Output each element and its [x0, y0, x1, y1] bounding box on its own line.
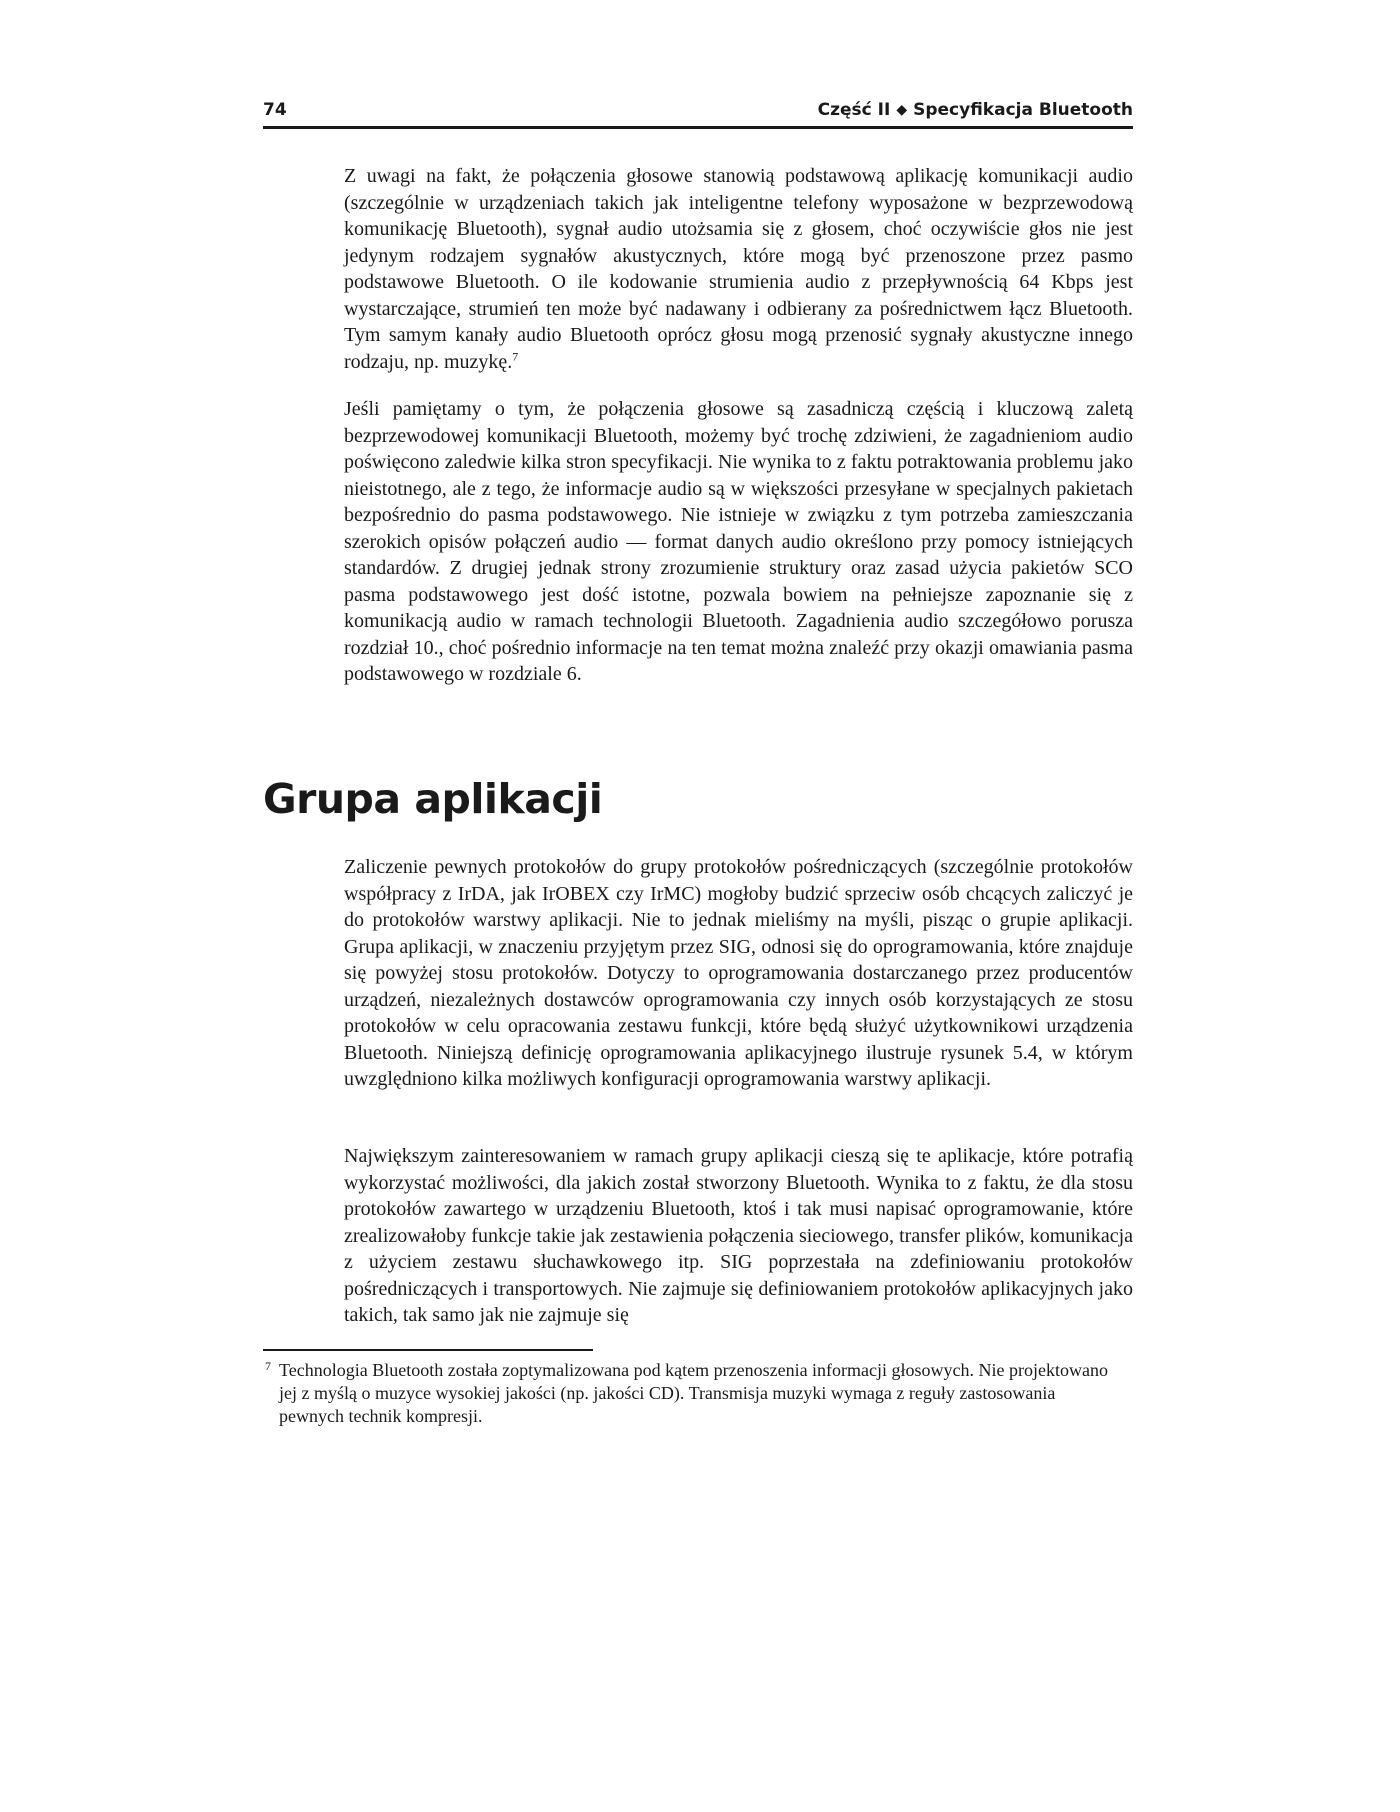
paragraph-text: Z uwagi na fakt, że połączenia głosowe stanowią podstawową aplikację komunikacji audio (szczególnie w urządzeniach takich jak inteligentne telefony wyposażone w bezprzewodową komunikację Bluetooth), sygnał audio utożsamia się z głosem, choć oczywiście głos nie jest jedynym rodzajem sygnałów akustycznych, które mogą być przenoszone przez pasmo podstawowe Bluetooth. O ile kodowanie strumienia audio z przepływnością 64 Kbps jest wystarczające, strumień ten może być nadawany i odbierany za pośrednictwem łącz Bluetooth. Tym samym kanały audio Bluetooth oprócz głosu mogą przenosić sygnały akustyczne innego rodzaju, np. muzykę. [344, 165, 1133, 373]
running-title [818, 100, 1133, 120]
running-header [263, 98, 1133, 129]
body-paragraph: Jeśli pamiętamy o tym, że połączenia głosowe są zasadniczą częścią i kluczową zaletą bezprzewodowej komunikacji Bluetooth, możemy być trochę zdziwieni, że zagadnieniom audio poświęcono zaledwie kilka stron specyfikacji. Nie wynika to z faktu potraktowania problemu jako nieistotnego, ale z tego, że informacje audio są w większości przesyłane w specjalnych pakietach bezpośrednio do pasma podstawowego. Nie istnieje w związku z tym potrzeba zamieszczania szerokich opisów połączeń audio — format danych audio określono przy pomocy istniejących standardów. Z drugiej jednak strony zrozumienie struktury oraz zasad użycia pakietów SCO pasma podstawowego jest dość istotne, pozwala bowiem na pełniejsze zapoznanie się z komunikacją audio w ramach technologii Bluetooth. Zagadnienia audio szczegółowo porusza rozdział 10., choć pośrednio informacje na ten temat można znaleźć przy okazji omawiania pasma podstawowego w rozdziale 6. [344, 398, 1133, 685]
diamond-separator-icon: ◆ [896, 102, 908, 118]
section-heading: Grupa aplikacji [263, 775, 603, 823]
body-paragraph: Największym zainteresowaniem w ramach grupy aplikacji cieszą się te aplikacje, które potrafią wykorzystać możliwości, dla jakich został stworzony Bluetooth. Wynika to z faktu, że dla stosu protokołów zawartego w urządzeniu Bluetooth, ktoś i tak musi napisać oprogramowanie, które zrealizowałoby funkcje takie jak zestawienia połączenia sieciowego, transfer plików, komunikacja z użyciem zestawu słuchawkowego itp. SIG poprzestała na zdefiniowaniu protokołów pośredniczących i transportowych. Nie zajmuje się definiowaniem protokołów aplikacyjnych jako takich, tak samo jak nie zajmuje się [344, 1145, 1133, 1326]
footnote-reference[interactable]: 7 [512, 348, 519, 363]
body-paragraph [344, 163, 1133, 375]
book-title: Specyfikacja Bluetooth [913, 100, 1133, 120]
footnote-divider [263, 1349, 593, 1351]
part-label: Część II [817, 100, 891, 120]
page-number: 74 [263, 100, 287, 120]
footnote-marker: 7 [265, 1359, 271, 1373]
footnote [263, 1359, 1133, 1428]
footnote-text: Technologia Bluetooth została zoptymalizowana pod kątem przenoszenia informacji głosowych. Nie projektowano jej z myślą o muzyce wysokiej jakości (np. jakości CD). Transmisja muzyki wymaga z reguły zastosowania pewnych technik kompresji. [279, 1360, 1108, 1426]
body-paragraph: Zaliczenie pewnych protokołów do grupy protokołów pośredniczących (szczególnie protokołów współpracy z IrDA, jak IrOBEX czy IrMC) mogłoby budzić sprzeciw osób chcących zaliczyć je do protokołów warstwy aplikacji. Nie to jednak mieliśmy na myśli, pisząc o grupie aplikacji. Grupa aplikacji, w znaczeniu przyjętym przez SIG, odnosi się do oprogramowania, które znajduje się powyżej stosu protokołów. Dotyczy to oprogramowania dostarczanego przez producentów urządzeń, niezależnych dostawców oprogramowania czy innych osób korzystających ze stosu protokołów w celu opracowania zestawu funkcji, które będą służyć użytkownikowi urządzenia Bluetooth. Niniejszą definicję oprogramowania aplikacyjnego ilustruje rysunek 5.4, w którym uwzględniono kilka możliwych konfiguracji oprogramowania warstwy aplikacji. [344, 856, 1133, 1090]
